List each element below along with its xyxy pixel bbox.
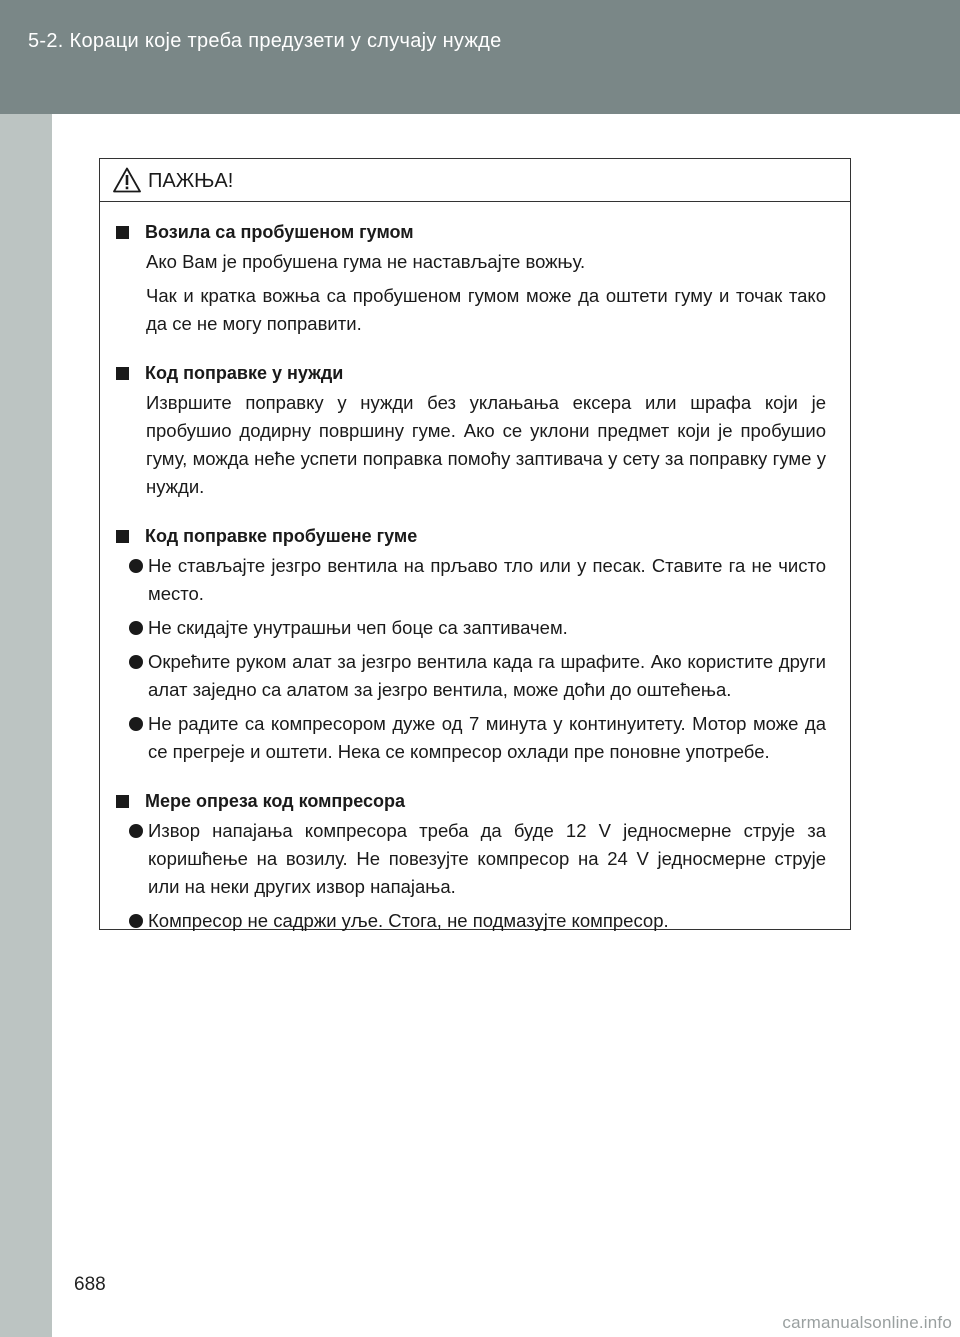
bullet-text: Окрећите руком алат за језгро вентила када га шрафите. Ако користите други алат заједно са алатом за језгро вентила, може доћи до оштећења. <box>148 651 826 700</box>
black-circle-icon <box>129 621 143 635</box>
black-square-icon <box>116 795 129 808</box>
bullet-text: Компресор не садржи уље. Стога, не подмазујте компресор. <box>148 910 669 931</box>
black-square-icon <box>116 367 129 380</box>
black-circle-icon <box>129 717 143 731</box>
section-tire-repair <box>116 522 826 766</box>
bullet-text: Не скидајте унутрашњи чеп боце са заптивачем. <box>148 617 568 638</box>
section-heading <box>116 218 826 246</box>
bullet-item <box>129 648 826 704</box>
warning-triangle-icon <box>113 167 141 193</box>
section-heading <box>116 787 826 815</box>
chapter-title: 5-2. Кораци које треба предузети у случају нужде <box>28 30 502 52</box>
caution-header <box>100 159 850 202</box>
paragraph: Чак и кратка вожња са пробушеном гумом може да оштети гуму и точак тако да се не могу поправити. <box>146 285 826 334</box>
page-number: 688 <box>74 1274 106 1295</box>
bullet-text: Не стављајте језгро вентила на прљаво тло или у песак. Ставите га не чисто место. <box>148 555 826 604</box>
bullet-item <box>129 817 826 901</box>
caution-title: ПАЖЊА! <box>148 170 234 192</box>
black-square-icon <box>116 226 129 239</box>
bullet-item <box>129 614 826 642</box>
section-punctured-tire <box>116 218 826 338</box>
caution-box <box>99 158 851 930</box>
bullet-item <box>129 710 826 766</box>
bullet-item <box>129 907 826 935</box>
black-circle-icon <box>129 824 143 838</box>
paragraph: Извршите поправку у нужди без уклањања ексера или шрафа који је пробушио додирну површину гуме. Ако се уклони предмет који је пробушио гуму, можда неће успети поправка помоћу заптивача у сету за поправку гуме у нужди. <box>146 392 826 497</box>
section-heading-text: Код поправке у нужди <box>145 363 344 383</box>
header-band <box>0 0 960 114</box>
black-circle-icon <box>129 914 143 928</box>
bullet-text: Не радите са компресором дуже од 7 минута у континуитету. Мотор може да се прегреје и оштети. Нека се компресор охлади пре поновне употребе. <box>148 713 826 762</box>
section-heading-text: Мере опреза код компресора <box>145 791 406 811</box>
section-compressor-precautions <box>116 787 826 935</box>
watermark[interactable]: carmanualsonline.info <box>782 1313 952 1332</box>
black-square-icon <box>116 530 129 543</box>
black-circle-icon <box>129 559 143 573</box>
bullet-item <box>129 552 826 608</box>
section-heading-text: Код поправке пробушене гуме <box>145 526 418 546</box>
section-emergency-repair <box>116 359 826 501</box>
black-circle-icon <box>129 655 143 669</box>
section-heading <box>116 522 826 550</box>
paragraph: Ако Вам је пробушена гума не настављајте вожњу. <box>146 251 586 272</box>
bullet-text: Извор напајања компресора треба да буде 12 V једносмерне струје за коришћење на возилу. Не повезујте компресор на 24 V једносмерне струје или на неки других извор напајања. <box>148 820 826 897</box>
section-heading <box>116 359 826 387</box>
caution-body <box>100 202 850 935</box>
section-heading-text: Возила са пробушеном гумом <box>145 222 414 242</box>
side-margin-band <box>0 114 52 1337</box>
